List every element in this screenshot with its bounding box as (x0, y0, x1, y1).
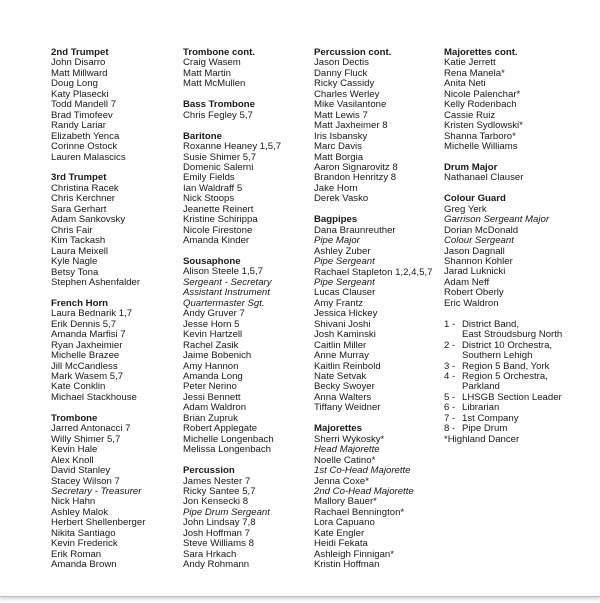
role-title: Pipe Sergeant (314, 256, 375, 268)
member-name: Anita Neti (444, 78, 486, 90)
member-name: Matt Jaxheimer 8 (314, 120, 388, 132)
member-name: Nikita Santiago (51, 527, 116, 539)
member-name: Willy Shimer 5,7 (51, 433, 121, 445)
legend-text: 1st Company (462, 412, 519, 424)
member-name: Kyle Nagle (51, 256, 98, 268)
member-name: Nate Setvak (314, 371, 367, 383)
member-name: John Disarro (51, 57, 106, 69)
role-title: Sergeant - Secretary (183, 276, 272, 288)
member-name: Shanna Tarboro* (444, 130, 516, 142)
roster-section (444, 194, 594, 309)
member-name: Brian Zupruk (183, 412, 238, 424)
member-name: Katie Jerrett (444, 57, 496, 69)
member-name: Ricky Santee 5,7 (183, 485, 256, 497)
member-name: Jon Kensecki 8 (183, 496, 249, 508)
member-name: Steve Williams 8 (183, 538, 254, 550)
member-name: Matt McMullen (183, 78, 246, 90)
member-name: Corinne Ostock (51, 141, 118, 153)
member-name: Chris Kerchner (51, 193, 115, 205)
member-name: Rachael Stapleton 1,2,4,5,7 (314, 266, 433, 278)
member-name: John Lindsay 7,8 (183, 517, 256, 529)
member-name: Kevin Frederick (51, 538, 118, 550)
member-name: Matt Martin (183, 67, 231, 79)
member-name: Mark Wasem 5,7 (51, 371, 124, 383)
member-name: Robert Oberly (444, 287, 504, 299)
member-name: Randy Lariar (51, 120, 106, 132)
member-name: Brandon Henritzy 8 (314, 172, 397, 184)
member-name: Greg Yerk (444, 203, 487, 215)
roster-section (183, 100, 308, 121)
column-3 (314, 48, 439, 581)
member-name: Sherri Wykosky* (314, 433, 385, 445)
member-name: Alex Knoll (51, 454, 94, 466)
member-name: Amanda Long (183, 371, 243, 382)
roster-section (51, 414, 176, 571)
legend-text: LHSGB Section Leader (462, 391, 562, 403)
roster-section (444, 48, 594, 153)
role-title: Quartermaster Sgt. (183, 297, 265, 309)
member-name: Laura Bednarik 1,7 (51, 308, 133, 320)
member-name: Danny Fluck (314, 67, 368, 79)
role-title: Secretary - Treasurer (51, 485, 142, 497)
member-name: Nicole Firestone (183, 224, 253, 236)
member-name: Katy Plasecki (51, 88, 109, 100)
column-4 (444, 48, 594, 445)
member-name: Erik Roman (51, 548, 102, 560)
member-name: Craig Wasem (183, 57, 241, 69)
role-title: Head Majorette (314, 444, 380, 456)
member-name: Mallory Bauer* (314, 496, 377, 508)
member-name: Jake Horn (314, 182, 358, 194)
legend-star-note: *Highland Dancer (444, 433, 520, 445)
member-name: Nick Hahn (51, 496, 96, 508)
member-name: Kristine Schirippa (183, 214, 258, 226)
section-heading: 3rd Trumpet (51, 172, 107, 184)
member-name: James Nester 7 (183, 475, 251, 487)
legend-number: 7 - (444, 412, 456, 424)
member-name: Kristin Hoffman (314, 559, 380, 571)
section-heading: Percussion cont. (314, 47, 392, 58)
member-name: Lucas Clauser (314, 287, 376, 299)
member-name: Kevin Hartzell (183, 329, 243, 341)
member-name: Matt Millward (51, 67, 108, 79)
member-name: Susie Shimer 5,7 (183, 151, 257, 163)
member-name: Aaron Signarovitz 8 (314, 161, 398, 173)
member-name: Jill McCandless (51, 360, 118, 372)
member-name: Ricky Cassidy (314, 78, 375, 90)
member-name: Rachel Zasik (183, 339, 239, 351)
member-name: Ashley Malok (51, 506, 109, 518)
section-heading: Majorettes (314, 423, 362, 435)
member-name: Nicole Palenchar* (444, 88, 521, 100)
member-name: Eric Waldron (444, 297, 499, 309)
column-1 (51, 48, 176, 581)
member-name: Sara Hrkach (183, 548, 237, 560)
legend-number: 5 - (444, 391, 456, 403)
member-name: Jarad Luknicki (444, 266, 506, 278)
member-name: Kaitlin Reinbold (314, 360, 381, 372)
member-name: Noelle Catino* (314, 454, 376, 466)
member-name: Elizabeth Yenca (51, 130, 120, 142)
member-name: Laura Meixell (51, 245, 109, 257)
member-name: Jason Dagnall (444, 245, 505, 257)
member-name: Amy Frantz (314, 297, 364, 309)
section-heading: Trombone (51, 412, 98, 424)
legend-number: 1 - (444, 318, 456, 330)
section-heading: Majorettes cont. (444, 47, 518, 58)
member-name: Josh Kaminski (314, 329, 376, 341)
role-title: Garrison Sergeant Major (444, 214, 550, 226)
roster-section (183, 466, 308, 571)
member-name: Rena Manela* (444, 67, 505, 79)
member-name: Stephen Ashenfalder (51, 276, 141, 288)
member-name: Chris Fair (51, 224, 93, 236)
legend-description (462, 341, 594, 362)
member-name: Matt Lewis 7 (314, 109, 368, 121)
member-name: Kate Conklin (51, 381, 106, 393)
role-title: Pipe Sergeant (314, 276, 375, 288)
member-name: Derek Vasko (314, 193, 369, 205)
member-name: Andy Gruver 7 (183, 308, 245, 320)
member-name: Kate Engler (314, 527, 365, 539)
role-title: Colour Sergeant (444, 235, 514, 247)
legend-number: 6 - (444, 402, 456, 414)
member-name: Charles Werley (314, 88, 380, 100)
legend-text: Region 5 Orchestra, (462, 371, 548, 382)
member-name: Kelly Rodenbach (444, 99, 517, 111)
roster-section (183, 132, 308, 247)
member-name: Sara Gerhart (51, 203, 107, 215)
member-name: Jessi Bennett (183, 391, 241, 403)
member-name: Amanda Marfisi 7 (51, 329, 126, 341)
member-name: Marc Davis (314, 141, 362, 153)
legend-number: 2 - (444, 339, 456, 351)
member-name: Jenna Coxe* (314, 475, 369, 487)
member-name: Amanda Kinder (183, 235, 250, 247)
section-heading: Bagpipes (314, 214, 358, 226)
member-name: David Stanley (51, 465, 111, 477)
roster-section (51, 173, 176, 288)
roster-section (51, 48, 176, 163)
member-name: Lora Capuano (314, 517, 375, 529)
section-heading: Trombone cont. (183, 47, 255, 58)
legend-number: 3 - (444, 360, 456, 372)
legend-description (462, 320, 594, 341)
legend-item (444, 320, 594, 341)
roster-section (51, 299, 176, 404)
legend-number: 4 - (444, 371, 456, 382)
section-heading: 2nd Trumpet (51, 47, 109, 58)
member-name: Chris Fegley 5,7 (183, 109, 253, 121)
member-name: Nathanael Clauser (444, 172, 524, 184)
legend-text: Pipe Drum (462, 423, 508, 435)
member-name: Ryan Jaxheimier (51, 339, 123, 351)
legend (444, 320, 594, 445)
member-name: Ian Waldraff 5 (183, 182, 243, 194)
member-name: Brad Timofeev (51, 109, 113, 121)
member-name: Erik Dennis 5,7 (51, 318, 117, 330)
member-name: Iris Isbansky (314, 130, 368, 142)
member-name: Michelle Longenbach (183, 433, 274, 445)
member-name: Roxanne Heaney 1,5,7 (183, 141, 282, 153)
member-name: Alison Steele 1,5,7 (183, 266, 264, 278)
member-name: Betsy Tona (51, 266, 99, 278)
member-name: Mike Vasilantone (314, 99, 387, 111)
role-title: Assistant Instrument (183, 287, 270, 299)
roster-section (314, 48, 439, 205)
legend-item (444, 341, 594, 362)
member-name: Jessica Hickey (314, 308, 378, 320)
member-name: Adam Neff (444, 276, 490, 288)
member-name: Jesse Horn 5 (183, 318, 240, 330)
member-name: Amy Hannon (183, 360, 239, 372)
member-name: Stacey Wilson 7 (51, 475, 120, 487)
member-name: Kevin Hale (51, 444, 98, 456)
member-name: Michelle Williams (444, 141, 518, 153)
member-name: Anna Walters (314, 391, 372, 403)
member-name: Doug Long (51, 78, 98, 90)
member-name: Rachael Bennington* (314, 506, 405, 518)
section-heading: Bass Trombone (183, 99, 255, 111)
member-name: Robert Applegate (183, 423, 258, 435)
member-name: Jason Dectis (314, 57, 369, 69)
member-name: Tiffany Weidner (314, 402, 381, 414)
member-name: Andy Rohmann (183, 559, 250, 571)
roster-section (444, 163, 594, 184)
member-name: Anne Murray (314, 350, 369, 362)
member-name: Nick Stoops (183, 193, 235, 205)
role-title: 1st Co-Head Majorette (314, 465, 411, 477)
legend-text: District Band, (462, 318, 520, 330)
section-heading: Colour Guard (444, 193, 506, 205)
roster-section (314, 215, 439, 414)
member-name: Josh Hoffman 7 (183, 527, 251, 539)
roster-section (314, 424, 439, 570)
member-name: Dana Braunreuther (314, 224, 396, 236)
member-name: Michelle Brazee (51, 350, 120, 362)
member-name: Jeanette Reinert (183, 203, 254, 215)
legend-text: District 10 Orchestra, (462, 339, 553, 351)
roster-section (183, 257, 308, 456)
member-name: Becky Swoyer (314, 381, 375, 393)
section-heading: Percussion (183, 465, 235, 477)
member-name: Emily Fields (183, 172, 235, 184)
legend-description (462, 372, 594, 393)
member-name: Caitlin Miller (314, 339, 367, 351)
legend-text-cont: Parkland (462, 381, 500, 393)
roster-section (183, 48, 308, 90)
member-name: Ashley Zuber (314, 245, 371, 257)
role-title: Pipe Major (314, 235, 360, 247)
section-heading: Sousaphone (183, 256, 241, 268)
member-name: Ashleigh Finnigan* (314, 548, 395, 560)
member-name: Lauren Malascics (51, 151, 126, 163)
member-name: Adam Waldron (183, 402, 247, 414)
legend-text-cont: Southern Lehigh (462, 350, 533, 362)
role-title: 2nd Co-Head Majorette (314, 486, 414, 497)
legend-item (444, 372, 594, 393)
member-name: Kristen Sydlowski* (444, 120, 523, 132)
member-name: Kim Tackash (51, 235, 106, 247)
legend-text: Region 5 Band, York (462, 360, 550, 372)
section-heading: French Horn (51, 297, 109, 309)
member-name: Jarred Antonacci 7 (51, 423, 131, 435)
member-name: Dorian McDonald (444, 224, 519, 236)
member-name: Matt Borgia (314, 151, 364, 163)
member-name: Christina Racek (51, 182, 119, 194)
member-name: Michael Stackhouse (51, 391, 137, 403)
column-2 (183, 48, 308, 581)
member-name: Heidi Fekata (314, 538, 368, 550)
member-name: Domenic Salerni (183, 161, 254, 173)
member-name: Todd Mandell 7 (51, 99, 117, 111)
legend-number: 8 - (444, 423, 456, 435)
section-heading: Baritone (183, 130, 222, 142)
member-name: Shivani Joshi (314, 318, 371, 330)
section-heading: Drum Major (444, 161, 498, 173)
role-title: Pipe Drum Sergeant (183, 506, 270, 518)
legend-text: Librarian (462, 402, 500, 414)
member-name: Peter Nerino (183, 381, 237, 393)
member-name: Herbert Shellenberger (51, 517, 146, 529)
member-name: Jaime Bobenich (183, 350, 252, 362)
member-name: Shannon Kohler (444, 256, 513, 268)
member-name: Amanda Brown (51, 559, 117, 571)
member-name: Adam Sankovsky (51, 214, 126, 226)
legend-text-cont: East Stroudsburg North (462, 329, 563, 341)
member-name: Melissa Longenbach (183, 444, 272, 456)
member-name: Cassie Ruiz (444, 109, 496, 121)
